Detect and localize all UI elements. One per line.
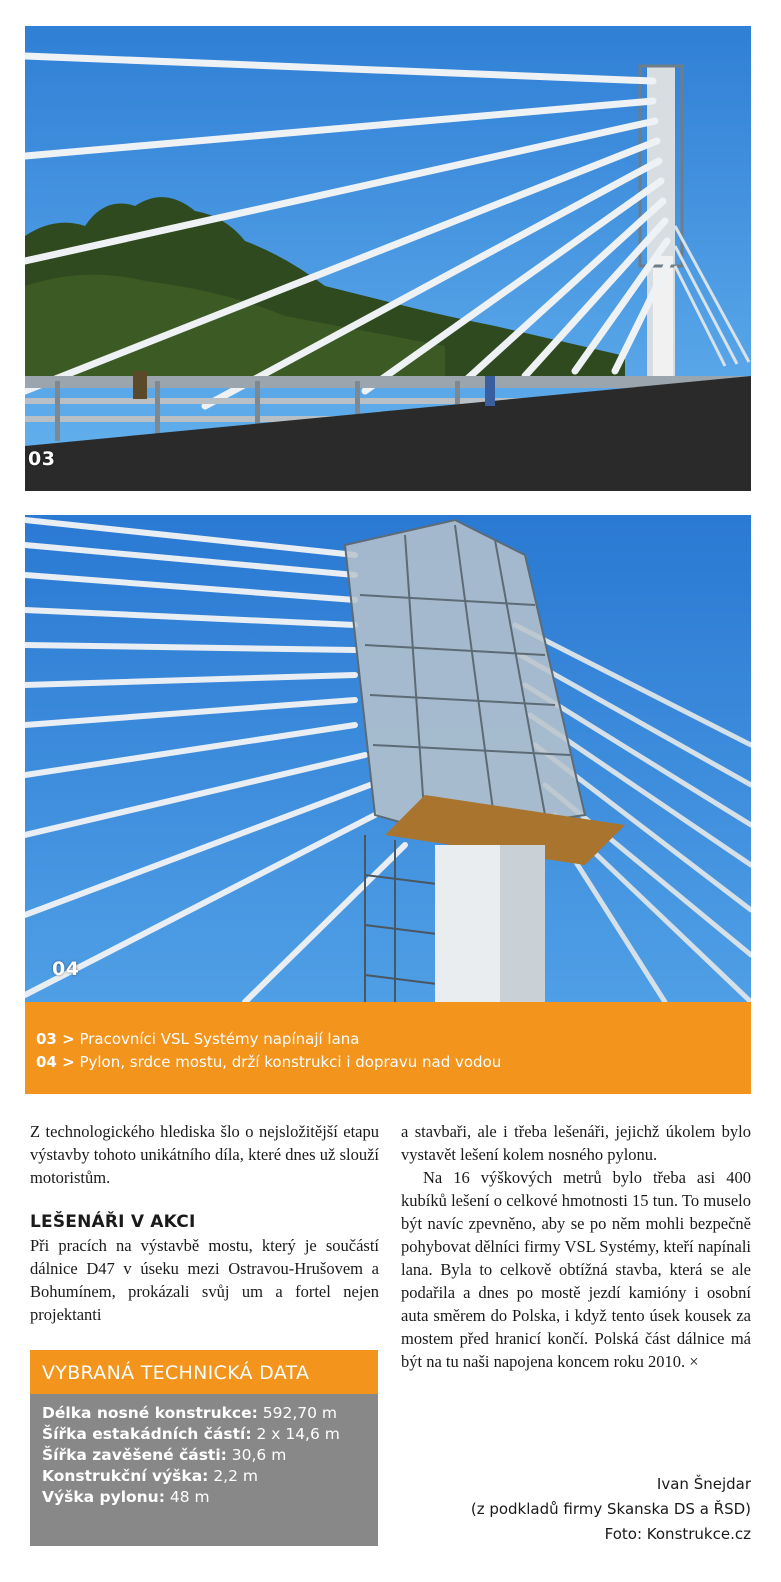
tech-data-item [42,1466,378,1487]
tech-data-item [42,1487,378,1508]
article-credits [471,1472,751,1547]
article-left-column [30,1120,379,1326]
tech-data-value: 30,6 m [226,1446,287,1464]
source-note: (z podkladů firmy Skanska DS a ŘSD) [470,1500,751,1518]
article-right-column [401,1120,751,1373]
author-name: Ivan Šnejdar [656,1475,751,1493]
tech-data-item [42,1445,378,1466]
photo-pylon-scaffolding [25,515,751,1002]
tech-data-label: Šířka estakádních částí: [42,1425,252,1443]
tech-data-label: Délka nosné konstrukce: [42,1404,258,1422]
section-paragraph: Při pracích na výstavbě mostu, který je součástí dálnice D47 v úseku mezi Ostravou-Hrušovem a Bohumínem, prokázali svůj um a fortel nejen projektanti [30,1236,379,1324]
caption-03 [36,1028,751,1051]
caption-number: 03 > [36,1030,75,1048]
photo-captions [25,1002,751,1094]
tech-data-item [42,1424,378,1445]
caption-text: Pylon, srdce mostu, drží konstrukci i dopravu nad vodou [74,1053,502,1071]
section-heading: LEŠENÁŘI V AKCI [30,1212,196,1232]
tech-data-list [30,1394,378,1508]
photo-number: 04 [52,958,80,980]
tech-data-value: 48 m [164,1488,210,1506]
tech-data-label: Šířka zavěšené části: [42,1446,227,1464]
right-paragraph-2: Na 16 výškových metrů bylo třeba asi 400 kubíků lešení o celkové hmotnosti 15 tun. To muselo být navíc zpevněno, aby se po něm mohli bezpečně pohybovat dělníci firmy VSL Systémy, kteří napínali lana. Byla to celkově obtížná stavba, která se ale podařila a dnes po mostě jezdí kamióny i osobní auta směrem do Polska, i když tento úsek kousek za mostem před hranicí končí. Polská část dálnice má být na tu naši napojena koncem roku 2010. × [401,1168,751,1371]
photo-credit: Foto: Konstrukce.cz [604,1525,751,1543]
photo-bridge-cables-workers [25,26,751,491]
right-paragraph-1: a stavbaři, ale i třeba lešenáři, jejichž úkolem bylo vystavět lešení kolem nosného pylonu. [401,1122,751,1164]
caption-04 [36,1051,751,1074]
caption-number: 04 > [36,1053,75,1071]
tech-data-value: 2 x 14,6 m [251,1425,340,1443]
tech-data-label: Konstrukční výška: [42,1467,209,1485]
photo-number: 03 [28,448,56,470]
tech-data-value: 2,2 m [208,1467,258,1485]
tech-data-value: 592,70 m [257,1404,338,1422]
tech-data-label: Výška pylonu: [42,1488,165,1506]
tech-data-box [30,1350,378,1546]
intro-paragraph: Z technologického hlediska šlo o nejsložitější etapu výstavby tohoto unikátního díla, které dnes už slouží motoristům. [30,1122,379,1187]
tech-data-item [42,1403,378,1424]
caption-text: Pracovníci VSL Systémy napínají lana [74,1030,360,1048]
tech-data-title: VYBRANÁ TECHNICKÁ DATA [30,1350,378,1394]
